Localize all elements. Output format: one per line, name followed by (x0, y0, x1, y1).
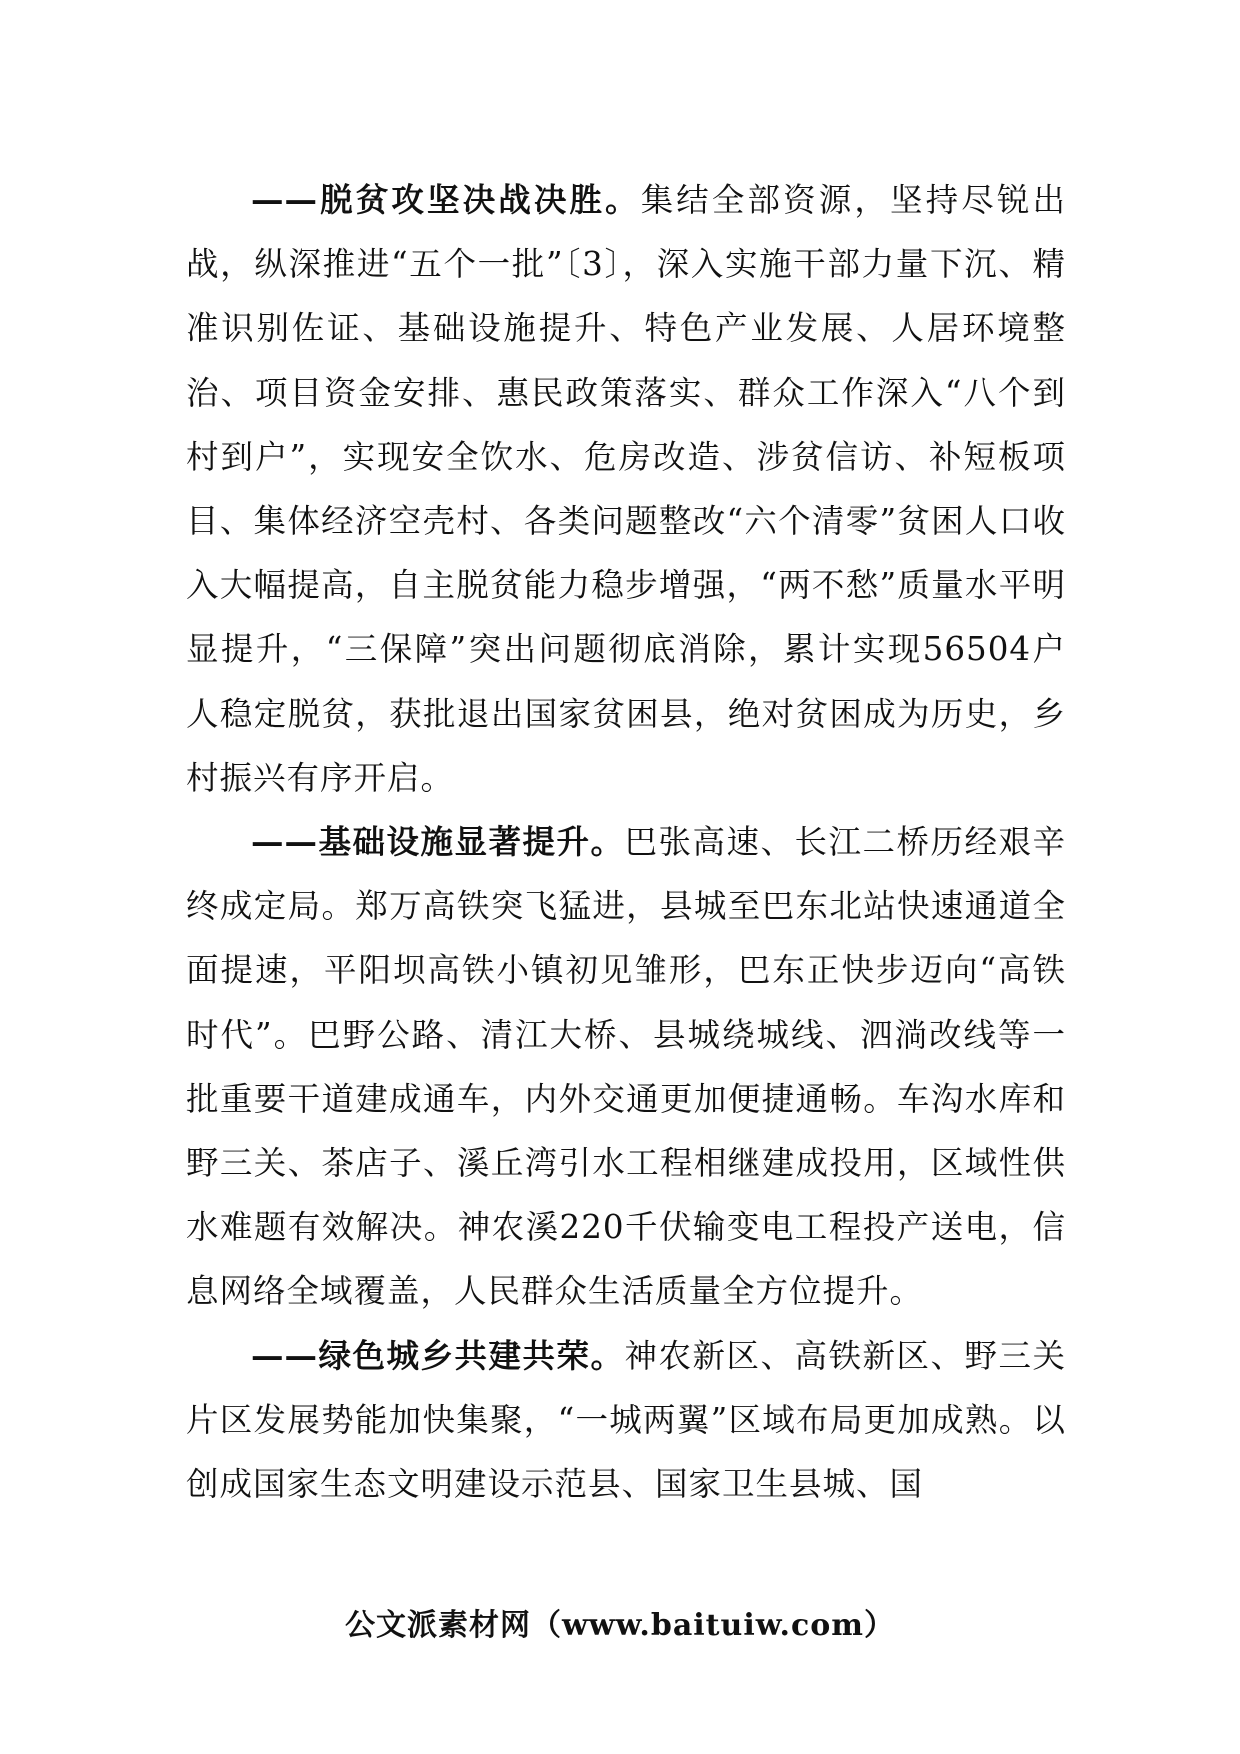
footer-source: 公文派素材网（www.baituiw.com） (344, 1608, 896, 1643)
paragraph-text: 巴张高速、长江二桥历经艰辛终成定局。郑万高铁突飞猛进，县城至巴东北站快速通道全面提速，平阳坝高铁小镇初见雏形，巴东正快步迈向“高铁时代”。巴野公路、清江大桥、县城绕城线、泗淌改线等一批重要干道建成通车，内外交通更加便捷通畅。车沟水库和野三关、茶店子、溪丘湾引水工程相继建成投用，区域性供水难题有效解决。神农溪220千伏输变电工程投产送电，信息网络全域覆盖，人民群众生活质量全方位提升。 (186, 823, 1066, 1311)
paragraph-lead: ——绿色城乡共建共荣。 (251, 1335, 625, 1375)
paragraph-green-urban-rural (186, 1324, 1066, 1517)
paragraph-text: 集结全部资源，坚持尽锐出战，纵深推进“五个一批”〔3〕，深入实施干部力量下沉、精准识别佐证、基础设施提升、特色产业发展、人居环境整治、项目资金安排、惠民政策落实、群众工作深入“八个到村到户”，实现安全饮水、危房改造、涉贫信访、补短板项目、集体经济空壳村、各类问题整改“六个清零”贫困人口收入大幅提高，自主脱贫能力稳步增强，“两不愁”质量水平明显提升，“三保障”突出问题彻底消除，累计实现56504户人稳定脱贫，获批退出国家贫困县，绝对贫困成为历史，乡村振兴有序开启。 (186, 181, 1066, 797)
paragraph-poverty-alleviation (186, 168, 1066, 810)
paragraph-lead: ——基础设施显著提升。 (251, 822, 625, 862)
paragraph-infrastructure (186, 810, 1066, 1324)
paragraph-text: 神农新区、高铁新区、野三关片区发展势能加快集聚，“一城两翼”区域布局更加成熟。以创成国家生态文明建设示范县、国家卫生县城、国 (186, 1336, 1066, 1504)
paragraph-lead: ——脱贫攻坚决战决胜。 (251, 180, 641, 219)
document-body (186, 168, 1066, 1516)
